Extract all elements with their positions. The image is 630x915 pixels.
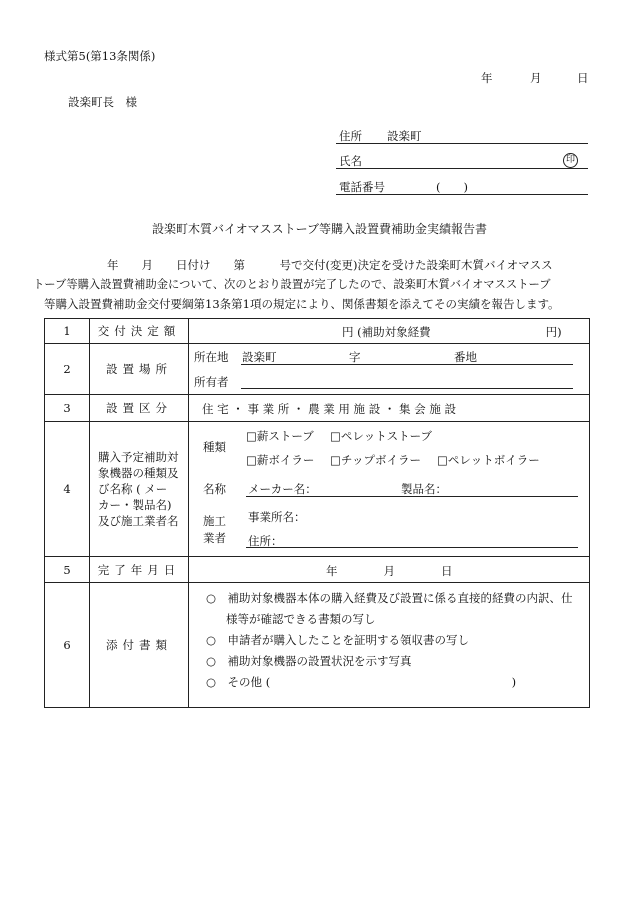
banchi-label: 番地 [454,350,477,364]
row-label: 設置区分 [90,395,189,422]
row-label [90,422,189,557]
grant-amount-text: 円 (補助対象経費 円) [342,325,562,339]
row-attachments [45,583,590,708]
phone-underline [336,194,588,195]
location-label: 所在地 [194,350,229,364]
owner-label: 所有者 [194,375,229,389]
row-completion-date [45,557,590,583]
row-label: 完了年月日 [90,557,189,583]
name-underline [336,168,588,169]
equipment-label-line: カー・製品名) [98,498,172,512]
office-label: 事業所名： [248,510,306,524]
date-day: 日 [577,71,589,85]
attachment-item: ○ その他 ( ) [206,675,517,689]
equipment-label-line: 及び施工業者名 [98,514,179,528]
row-number: 4 [45,422,90,557]
attachment-item-continued: 様等が確認できる書類の写し [226,612,376,626]
contractor-address-label: 住所： [248,534,283,548]
body-line-1: 年 月 日付け 第 号で交付(変更)決定を受けた設楽町木質バイオマスス [107,258,553,272]
equipment-label-line: び名称 ( メー [98,482,168,496]
name-underline[interactable] [246,496,578,497]
body-line-3: 等購入設置費補助金交付要綱第13条第1項の規定により、関係書類を添えてその実績を報告します。 [44,297,560,311]
row-number: 2 [45,344,90,395]
seal-mark: 印 [563,153,578,168]
row-number: 6 [45,583,90,708]
row-number: 1 [45,319,90,344]
completion-date-text: 年 月 日 [326,564,453,578]
document-title: 設楽町木質バイオマスストーブ等購入設置費補助金実績報告書 [152,222,488,236]
date-month: 月 [530,71,542,85]
attachments-field [189,583,590,708]
grant-amount-field[interactable] [189,319,590,344]
name-label: 名称 [203,482,226,496]
row-label: 添付書類 [90,583,189,708]
location-underline [241,364,573,365]
equipment-label-line: 象機器の種類及 [98,466,179,480]
row-label: 交付決定額 [90,319,189,344]
installation-site-field[interactable] [189,344,590,395]
contractor-address-underline[interactable] [246,547,578,548]
attachment-item: ○ 補助対象機器本体の購入経費及び設置に係る直接的経費の内訳、仕 [206,591,573,605]
option-wood-boiler[interactable]: □薪ボイラー [246,453,315,467]
name-label: 氏名 [339,154,362,168]
location-value: 設楽町 [242,350,277,364]
address-value: 設楽町 [387,129,422,143]
date-year: 年 [481,71,493,85]
aza-label: 字 [349,350,361,364]
body-line-2: トーブ等購入設置費補助金について、次のとおり設置が完了したので、設楽町木質バイオマスストーブ [33,278,551,291]
row-number: 3 [45,395,90,422]
option-wood-stove[interactable]: □薪ストーブ [246,429,314,443]
equipment-label-line: 購入予定補助対 [98,450,179,464]
addressee: 設楽町長 様 [68,95,137,109]
owner-underline [241,388,573,389]
contractor-label-1: 施工 [203,514,226,528]
attachment-item: ○ 補助対象機器の設置状況を示す写真 [206,654,412,668]
row-equipment [45,422,590,557]
attachment-item: ○ 申請者が購入したことを証明する領収書の写し [206,633,470,647]
equipment-field [189,422,590,557]
contractor-label-2: 業者 [203,531,226,545]
option-pellet-stove[interactable]: □ペレットストーブ [330,429,433,443]
category-field[interactable] [189,395,590,422]
type-label: 種類 [203,440,226,454]
report-table [44,318,590,708]
maker-label: メーカー名： [248,482,317,496]
row-label: 設置場所 [90,344,189,395]
option-chip-boiler[interactable]: □チップボイラー [330,453,422,467]
row-grant-amount [45,319,590,344]
phone-parens: ( ) [436,180,468,194]
row-number: 5 [45,557,90,583]
category-options: 住 宅 ・ 事 業 所 ・ 農 業 用 施 設 ・ 集 会 施 設 [202,402,456,416]
completion-date-field[interactable] [189,557,590,583]
product-label: 製品名： [401,482,447,496]
address-underline [336,143,588,144]
row-installation-site [45,344,590,395]
row-installation-category [45,395,590,422]
form-number: 様式第5(第13条関係) [44,49,156,63]
address-label: 住所 [339,129,362,143]
option-pellet-boiler[interactable]: □ペレットボイラー [437,453,540,467]
phone-label: 電話番号 [339,180,385,194]
